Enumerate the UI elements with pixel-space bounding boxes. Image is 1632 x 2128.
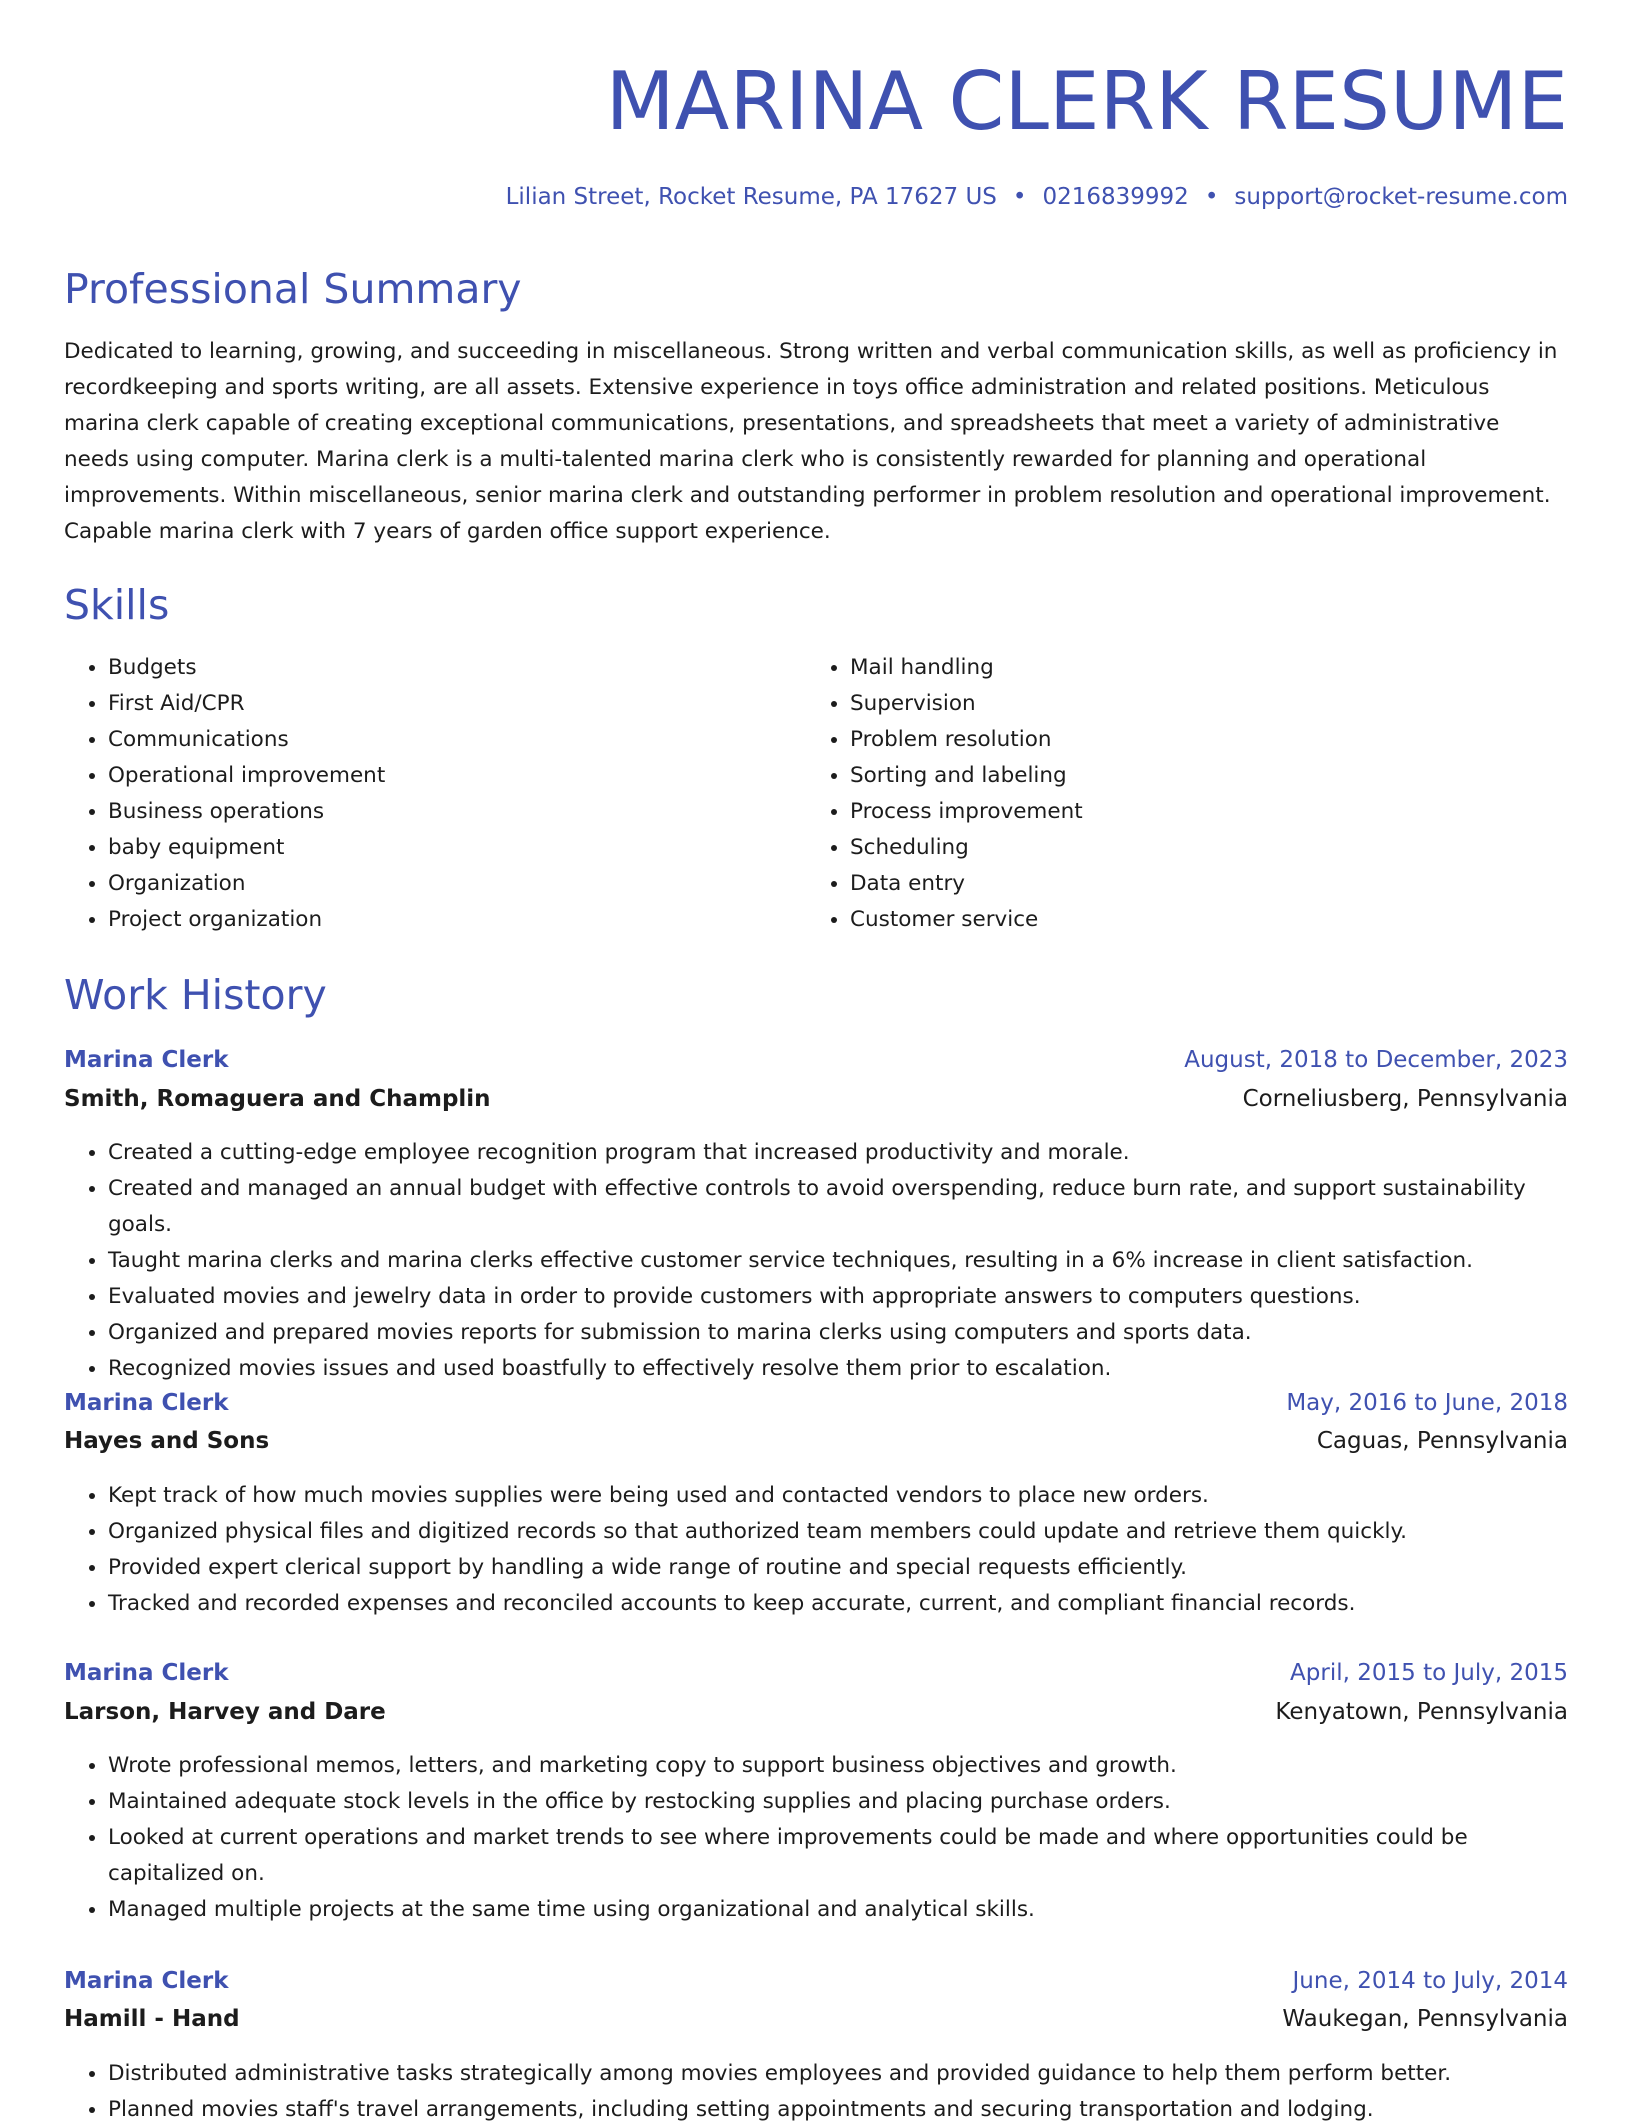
job-company: Hayes and Sons <box>64 1428 270 1454</box>
job-bullet: • Taught marina clerks and marina clerks effective customer service techniques, resulting in a 6% increase in client satisfaction. <box>108 1243 1568 1279</box>
contact-address: Lilian Street, Rocket Resume, PA 17627 US <box>505 184 997 210</box>
skill-item: • Process improvement <box>850 794 1546 830</box>
skill-item: • Customer service <box>850 902 1546 938</box>
job-bullet: • Maintained adequate stock levels in the office by restocking supplies and placing purchase orders. <box>108 1784 1568 1820</box>
job-bullet: • Created and managed an annual budget with effective controls to avoid overspending, reduce burn rate, and support sustainability goals. <box>108 1171 1568 1243</box>
job-bullet-list <box>64 1748 1568 1928</box>
work-history-heading: Work History <box>64 971 327 1019</box>
job-company: Smith, Romaguera and Champlin <box>64 1086 491 1112</box>
skills-right-column <box>806 650 1546 938</box>
skill-item: • baby equipment <box>108 830 804 866</box>
job-bullet: • Distributed administrative tasks strategically among movies employees and provided guidance to help them perform better. <box>108 2056 1568 2092</box>
job-bullet: • Wrote professional memos, letters, and marketing copy to support business objectives and growth. <box>108 1748 1568 1784</box>
skill-item: • Supervision <box>850 686 1546 722</box>
skill-item: • Mail handling <box>850 650 1546 686</box>
job-bullets <box>64 2056 1568 2128</box>
job-location: Caguas, Pennsylvania <box>1316 1428 1568 1454</box>
job-location: Waukegan, Pennsylvania <box>1282 2006 1568 2032</box>
job-dates: April, 2015 to July, 2015 <box>1290 1660 1568 1686</box>
job-bullets <box>64 1478 1568 1622</box>
job-title: Marina Clerk <box>64 1047 229 1073</box>
job-bullet: • Organized and prepared movies reports for submission to marina clerks using computers and sports data. <box>108 1315 1568 1351</box>
contact-email[interactable]: support@rocket-resume.com <box>1234 184 1568 210</box>
contact-line <box>506 180 1568 214</box>
job-dates: June, 2014 to July, 2014 <box>1292 1968 1568 1994</box>
job-bullet: • Managed multiple projects at the same time using organizational and analytical skills. <box>108 1892 1568 1928</box>
skill-item: • Problem resolution <box>850 722 1546 758</box>
skill-item: • Sorting and labeling <box>850 758 1546 794</box>
job-bullets <box>64 1748 1568 1928</box>
job-bullet: • Looked at current operations and market trends to see where improvements could be made and where opportunities could be capitalized on. <box>108 1820 1568 1892</box>
skill-item: • Communications <box>108 722 804 758</box>
job-bullet: • Tracked and recorded expenses and reconciled accounts to keep accurate, current, and compliant financial records. <box>108 1586 1568 1622</box>
job-bullet: • Created a cutting-edge employee recognition program that increased productivity and morale. <box>108 1135 1568 1171</box>
job-location: Corneliusberg, Pennsylvania <box>1242 1086 1568 1112</box>
skill-item: • Organization <box>108 866 804 902</box>
skill-item: • Business operations <box>108 794 804 830</box>
job-bullet: • Kept track of how much movies supplies were being used and contacted vendors to place new orders. <box>108 1478 1568 1514</box>
job-bullet-list <box>64 1135 1568 1387</box>
contact-separator: • <box>1012 184 1027 210</box>
skill-item: • Budgets <box>108 650 804 686</box>
job-bullet: • Evaluated movies and jewelry data in order to provide customers with appropriate answers to computers questions. <box>108 1279 1568 1315</box>
job-bullet: • Recognized movies issues and used boastfully to effectively resolve them prior to escalation. <box>108 1351 1568 1387</box>
job-title: Marina Clerk <box>64 1968 229 1994</box>
job-dates: May, 2016 to June, 2018 <box>1286 1390 1568 1416</box>
job-company: Hamill - Hand <box>64 2006 240 2032</box>
contact-phone: 0216839992 <box>1042 184 1189 210</box>
resume-name: MARINA CLERK RESUME <box>605 55 1568 148</box>
skill-item: • Data entry <box>850 866 1546 902</box>
skill-item: • First Aid/CPR <box>108 686 804 722</box>
skills-left-column <box>64 650 804 938</box>
skills-heading: Skills <box>64 581 170 629</box>
job-bullet-list <box>64 1478 1568 1622</box>
skill-item: • Scheduling <box>850 830 1546 866</box>
skills-list-left <box>64 650 804 938</box>
job-dates: August, 2018 to December, 2023 <box>1184 1047 1568 1073</box>
job-title: Marina Clerk <box>64 1390 229 1416</box>
job-bullets <box>64 1135 1568 1387</box>
skill-item: • Project organization <box>108 902 804 938</box>
job-title: Marina Clerk <box>64 1660 229 1686</box>
job-bullet-list <box>64 2056 1568 2128</box>
skill-item: • Operational improvement <box>108 758 804 794</box>
skills-list-right <box>806 650 1546 938</box>
job-company: Larson, Harvey and Dare <box>64 1699 386 1725</box>
job-location: Kenyatown, Pennsylvania <box>1275 1699 1568 1725</box>
job-bullet: • Organized physical files and digitized records so that authorized team members could update and retrieve them quickly. <box>108 1514 1568 1550</box>
job-bullet: • Planned movies staff's travel arrangements, including setting appointments and securing transportation and lodging. <box>108 2092 1568 2128</box>
contact-separator: • <box>1204 184 1219 210</box>
job-bullet: • Provided expert clerical support by handling a wide range of routine and special requests efficiently. <box>108 1550 1568 1586</box>
summary-text: Dedicated to learning, growing, and succeeding in miscellaneous. Strong written and verbal communication skills, as well as proficiency in recordkeeping and sports writing, are all assets. Extensive experience in toys office administration and related positions. Meticulous marina clerk capable of creating exceptional communications, presentations, and spreadsheets that meet a variety of administrative needs using computer. Marina clerk is a multi-talented marina clerk who is consistently rewarded for planning and operational improvements. Within miscellaneous, senior marina clerk and outstanding performer in problem resolution and operational improvement. Capable marina clerk with 7 years of garden office support experience. <box>64 339 1558 544</box>
summary-heading: Professional Summary <box>64 265 522 313</box>
